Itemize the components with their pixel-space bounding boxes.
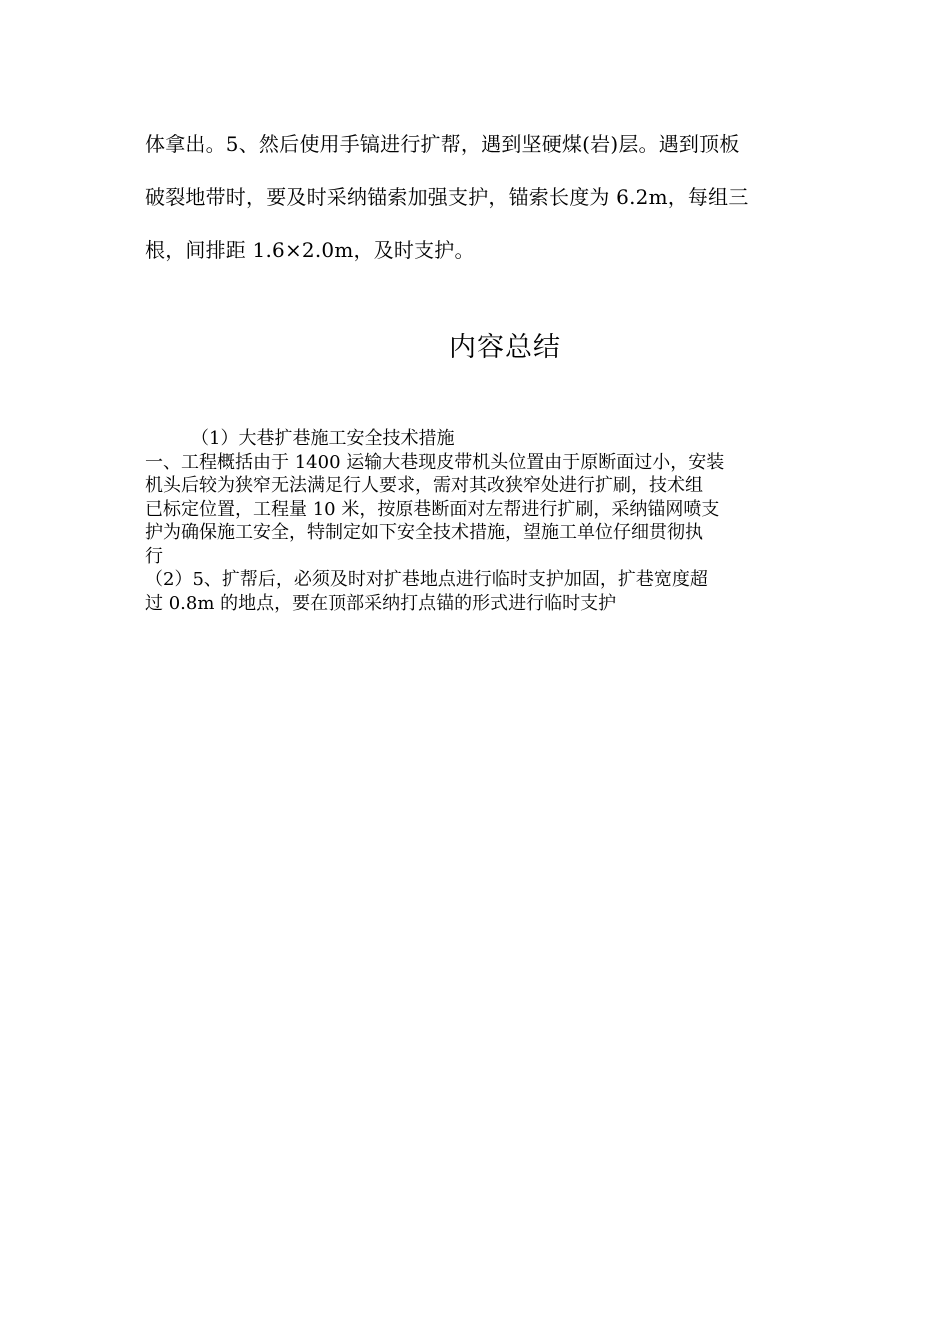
summary-item1-line-1: 一、工程概括由于 1400 运输大巷现皮带机头位置由于原断面过小，安装 xyxy=(145,451,725,473)
summary-item1-line-5: 行 xyxy=(145,545,163,567)
summary-item1-heading: （1）大巷扩巷施工安全技术措施 xyxy=(191,428,455,449)
summary-content xyxy=(145,427,805,615)
summary-item2-line-2: 过 0.8m 的地点，要在顶部采纳打点锚的形式进行临时支护 xyxy=(145,592,617,614)
summary-item1-line-2: 机头后较为狭窄无法满足行人要求，需对其改狭窄处进行扩刷，技术组 xyxy=(145,475,703,496)
summary-item1-line-3: 已标定位置，工程量 10 米，按原巷断面对左帮进行扩刷，采纳锚网喷支 xyxy=(145,498,720,520)
body-line-3: 根，间排距 1.6×2.0m，及时支护。 xyxy=(145,238,475,262)
summary-title: 内容总结 xyxy=(449,332,561,363)
body-line-2: 破裂地带时，要及时采纳锚索加强支护，锚索长度为 6.2m，每组三 xyxy=(145,185,749,209)
body-line-1: 体拿出。5、然后使用手镐进行扩帮，遇到坚硬煤(岩)层。遇到顶板 xyxy=(145,132,740,156)
summary-item2-line-1: （2）5、扩帮后，必须及时对扩巷地点进行临时支护加固，扩巷宽度超 xyxy=(145,569,708,590)
summary-item1-line-4: 护为确保施工安全，特制定如下安全技术措施，望施工单位仔细贯彻执 xyxy=(145,522,703,543)
body-paragraph xyxy=(145,118,805,277)
